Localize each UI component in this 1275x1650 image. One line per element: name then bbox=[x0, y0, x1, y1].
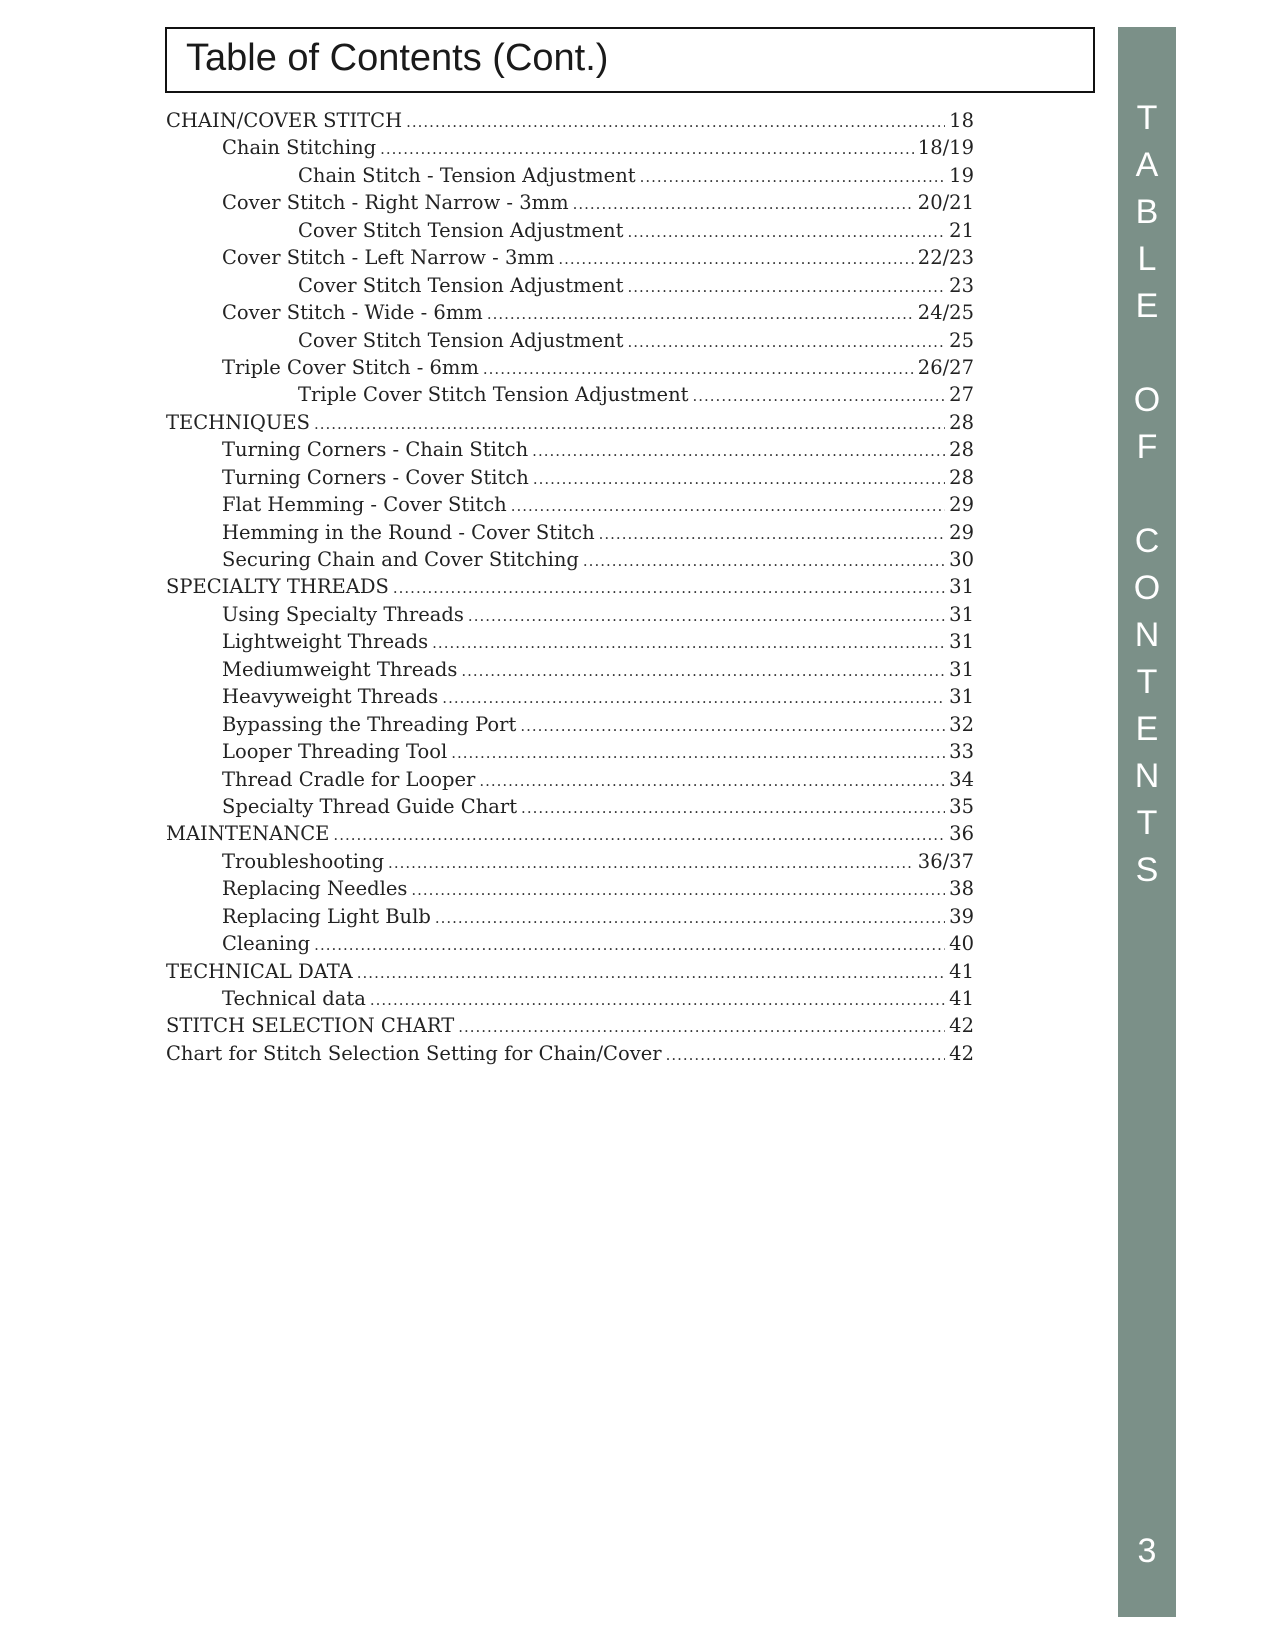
toc-entry-label: Cover Stitch - Left Narrow - 3mm bbox=[222, 246, 555, 270]
side-tab-letter: B bbox=[1135, 193, 1159, 231]
toc-entry-label: Looper Threading Tool bbox=[222, 740, 448, 764]
toc-entry[interactable] bbox=[166, 299, 974, 326]
toc-entry[interactable] bbox=[166, 1012, 974, 1039]
toc-entry-label: Chain Stitch - Tension Adjustment bbox=[298, 163, 636, 187]
toc-entry[interactable] bbox=[166, 519, 974, 546]
dot-leader bbox=[333, 822, 945, 849]
toc-entry-label: Chain Stitching bbox=[222, 136, 377, 160]
toc-entry-label: Thread Cradle for Looper bbox=[222, 767, 476, 791]
table-of-contents bbox=[166, 107, 974, 1067]
dot-leader bbox=[370, 987, 945, 1014]
toc-entry[interactable] bbox=[166, 162, 974, 189]
toc-entry-page: 29 bbox=[949, 493, 974, 517]
side-tab-letter: A bbox=[1135, 146, 1159, 184]
toc-entry-label: TECHNIQUES bbox=[166, 410, 310, 434]
side-tab-letter: O bbox=[1133, 569, 1161, 607]
toc-entry-page: 34 bbox=[949, 767, 974, 791]
toc-entry-page: 39 bbox=[949, 904, 974, 928]
dot-leader bbox=[627, 274, 945, 301]
toc-entry-label: Triple Cover Stitch Tension Adjustment bbox=[298, 383, 689, 407]
dot-leader bbox=[411, 877, 945, 904]
toc-entry[interactable] bbox=[166, 327, 974, 354]
toc-entry-label: Lightweight Threads bbox=[222, 630, 429, 654]
toc-entry[interactable] bbox=[166, 628, 974, 655]
toc-entry[interactable] bbox=[166, 1040, 974, 1067]
dot-leader bbox=[380, 136, 914, 163]
toc-entry-page: 20/21 bbox=[917, 191, 974, 215]
toc-entry-page: 30 bbox=[949, 548, 974, 571]
toc-entry-label: Mediumweight Threads bbox=[222, 657, 458, 681]
toc-entry-label: Triple Cover Stitch - 6mm bbox=[222, 355, 479, 379]
toc-entry-page: 31 bbox=[949, 575, 974, 599]
side-tab-letter: T bbox=[1136, 99, 1158, 137]
toc-entry-label: Hemming in the Round - Cover Stitch bbox=[222, 520, 595, 544]
dot-leader bbox=[314, 411, 945, 438]
toc-entry[interactable] bbox=[166, 985, 974, 1012]
toc-entry-page: 26/27 bbox=[917, 355, 974, 379]
toc-entry-page: 36 bbox=[949, 822, 974, 846]
dot-leader bbox=[483, 356, 914, 383]
dot-leader bbox=[573, 191, 914, 218]
toc-entry-label: Replacing Needles bbox=[222, 877, 408, 901]
toc-entry-page: 19 bbox=[949, 163, 974, 187]
dot-leader bbox=[314, 932, 945, 959]
dot-leader bbox=[520, 713, 945, 740]
toc-entry-page: 32 bbox=[949, 712, 974, 736]
dot-leader bbox=[388, 850, 914, 877]
side-tab-letter: F bbox=[1136, 428, 1158, 466]
toc-entry[interactable] bbox=[166, 683, 974, 710]
toc-entry-page: 31 bbox=[949, 657, 974, 681]
toc-entry[interactable] bbox=[166, 244, 974, 271]
toc-entry[interactable] bbox=[166, 573, 974, 600]
dot-leader bbox=[451, 740, 945, 767]
toc-entry-label: Cover Stitch - Wide - 6mm bbox=[222, 301, 483, 325]
toc-entry-label: Cover Stitch Tension Adjustment bbox=[298, 328, 624, 352]
toc-entry[interactable] bbox=[166, 601, 974, 628]
dot-leader bbox=[532, 438, 945, 465]
dot-leader bbox=[458, 1014, 945, 1041]
dot-leader bbox=[583, 548, 945, 575]
toc-entry[interactable] bbox=[166, 217, 974, 244]
toc-entry[interactable] bbox=[166, 272, 974, 299]
dot-leader bbox=[692, 383, 945, 410]
toc-entry-label: Heavyweight Threads bbox=[222, 685, 439, 709]
dot-leader bbox=[435, 905, 945, 932]
toc-entry-label: Troubleshooting bbox=[222, 849, 385, 873]
toc-entry-page: 22/23 bbox=[917, 246, 974, 270]
dot-leader bbox=[627, 329, 945, 356]
toc-entry[interactable] bbox=[166, 793, 974, 820]
toc-entry-page: 28 bbox=[949, 410, 974, 434]
side-tab-letter: E bbox=[1135, 710, 1159, 748]
toc-entry-label: CHAIN/COVER STITCH bbox=[166, 109, 403, 132]
toc-entry[interactable] bbox=[166, 107, 974, 134]
toc-entry-label: STITCH SELECTION CHART bbox=[166, 1014, 455, 1038]
toc-entry-page: 27 bbox=[949, 383, 974, 407]
toc-entry[interactable] bbox=[166, 381, 974, 408]
toc-entry-label: Chart for Stitch Selection Setting for Chain/Cover bbox=[166, 1041, 662, 1065]
toc-entry[interactable] bbox=[166, 656, 974, 683]
side-tab-title bbox=[1118, 95, 1176, 894]
toc-entry-label: MAINTENANCE bbox=[166, 822, 330, 846]
side-tab bbox=[1118, 27, 1176, 1617]
toc-entry-page: 21 bbox=[949, 218, 974, 242]
page-number: 3 bbox=[1137, 1532, 1157, 1570]
toc-entry-page: 35 bbox=[949, 794, 974, 818]
dot-leader bbox=[627, 219, 945, 246]
toc-entry-label: Cover Stitch Tension Adjustment bbox=[298, 273, 624, 297]
dot-leader bbox=[599, 521, 946, 548]
toc-entry-page: 42 bbox=[949, 1014, 974, 1038]
toc-entry-label: Flat Hemming - Cover Stitch bbox=[222, 493, 507, 517]
dot-leader bbox=[468, 603, 945, 630]
toc-entry-label: Bypassing the Threading Port bbox=[222, 712, 517, 736]
page-title: Table of Contents (Cont.) bbox=[186, 37, 609, 79]
toc-entry-page: 18 bbox=[949, 109, 974, 132]
toc-entry[interactable] bbox=[166, 491, 974, 518]
dot-leader bbox=[357, 960, 945, 987]
toc-entry-label: Cleaning bbox=[222, 932, 311, 956]
side-tab-letter: N bbox=[1134, 757, 1160, 795]
toc-entry-label: Specialty Thread Guide Chart bbox=[222, 794, 518, 818]
toc-entry[interactable] bbox=[166, 848, 974, 875]
toc-entry[interactable] bbox=[166, 436, 974, 463]
toc-entry-page: 23 bbox=[949, 273, 974, 297]
toc-entry-label: TECHNICAL DATA bbox=[166, 959, 353, 983]
toc-entry[interactable] bbox=[166, 958, 974, 985]
toc-entry-label: Using Specialty Threads bbox=[222, 602, 464, 626]
toc-entry-page: 41 bbox=[949, 987, 974, 1010]
toc-entry-page: 31 bbox=[949, 602, 974, 626]
dot-leader bbox=[393, 575, 945, 602]
toc-entry-page: 29 bbox=[949, 520, 974, 544]
toc-entry[interactable] bbox=[166, 930, 974, 957]
dot-leader bbox=[487, 301, 914, 328]
toc-entry[interactable] bbox=[166, 820, 974, 847]
toc-entry-page: 40 bbox=[949, 932, 974, 956]
toc-entry-label: Turning Corners - Chain Stitch bbox=[222, 438, 529, 462]
dot-leader bbox=[479, 768, 945, 795]
toc-entry-label: Turning Corners - Cover Stitch bbox=[222, 465, 529, 489]
toc-entry-label: Replacing Light Bulb bbox=[222, 904, 431, 928]
toc-entry-page: 24/25 bbox=[917, 301, 974, 325]
dot-leader bbox=[640, 164, 946, 191]
toc-entry-label: Cover Stitch - Right Narrow - 3mm bbox=[222, 191, 569, 215]
toc-entry[interactable] bbox=[166, 354, 974, 381]
toc-entry[interactable] bbox=[166, 464, 974, 491]
toc-entry-label: Cover Stitch Tension Adjustment bbox=[298, 218, 624, 242]
side-tab-letter: O bbox=[1133, 381, 1161, 419]
side-tab-letter: T bbox=[1136, 804, 1158, 842]
dot-leader bbox=[442, 685, 945, 712]
toc-entry-page: 28 bbox=[949, 438, 974, 462]
dot-leader bbox=[558, 246, 913, 273]
toc-entry[interactable] bbox=[166, 766, 974, 793]
toc-entry[interactable] bbox=[166, 711, 974, 738]
toc-entry-label: SPECIALTY THREADS bbox=[166, 575, 389, 599]
toc-entry[interactable] bbox=[166, 189, 974, 216]
side-tab-letter: L bbox=[1137, 240, 1157, 278]
toc-entry-page: 42 bbox=[949, 1041, 974, 1065]
toc-entry-page: 36/37 bbox=[917, 849, 974, 873]
toc-entry[interactable] bbox=[166, 738, 974, 765]
toc-entry-page: 41 bbox=[949, 959, 974, 983]
toc-entry[interactable] bbox=[166, 903, 974, 930]
toc-entry-page: 31 bbox=[949, 685, 974, 709]
toc-entry-page: 25 bbox=[949, 328, 974, 352]
dot-leader bbox=[533, 466, 945, 493]
dot-leader bbox=[521, 795, 945, 822]
side-tab-letter: C bbox=[1134, 522, 1160, 560]
toc-entry[interactable] bbox=[166, 134, 974, 161]
toc-entry[interactable] bbox=[166, 409, 974, 436]
dot-leader bbox=[432, 630, 945, 657]
toc-entry-page: 18/19 bbox=[917, 136, 974, 160]
dot-leader bbox=[511, 493, 945, 520]
title-box bbox=[165, 27, 1095, 93]
side-tab-letter: E bbox=[1135, 287, 1159, 325]
toc-entry-label: Technical data bbox=[222, 987, 366, 1010]
side-tab-letter: T bbox=[1136, 663, 1158, 701]
toc-entry-page: 38 bbox=[949, 877, 974, 901]
side-tab-letter: S bbox=[1135, 851, 1159, 889]
side-tab-letter: N bbox=[1134, 616, 1160, 654]
toc-entry-label: Securing Chain and Cover Stitching bbox=[222, 548, 579, 571]
dot-leader bbox=[406, 109, 945, 136]
toc-entry-page: 31 bbox=[949, 630, 974, 654]
toc-entry[interactable] bbox=[166, 546, 974, 573]
toc-entry-page: 28 bbox=[949, 465, 974, 489]
toc-entry[interactable] bbox=[166, 875, 974, 902]
dot-leader bbox=[461, 658, 945, 685]
dot-leader bbox=[666, 1042, 946, 1069]
toc-entry-page: 33 bbox=[949, 740, 974, 764]
